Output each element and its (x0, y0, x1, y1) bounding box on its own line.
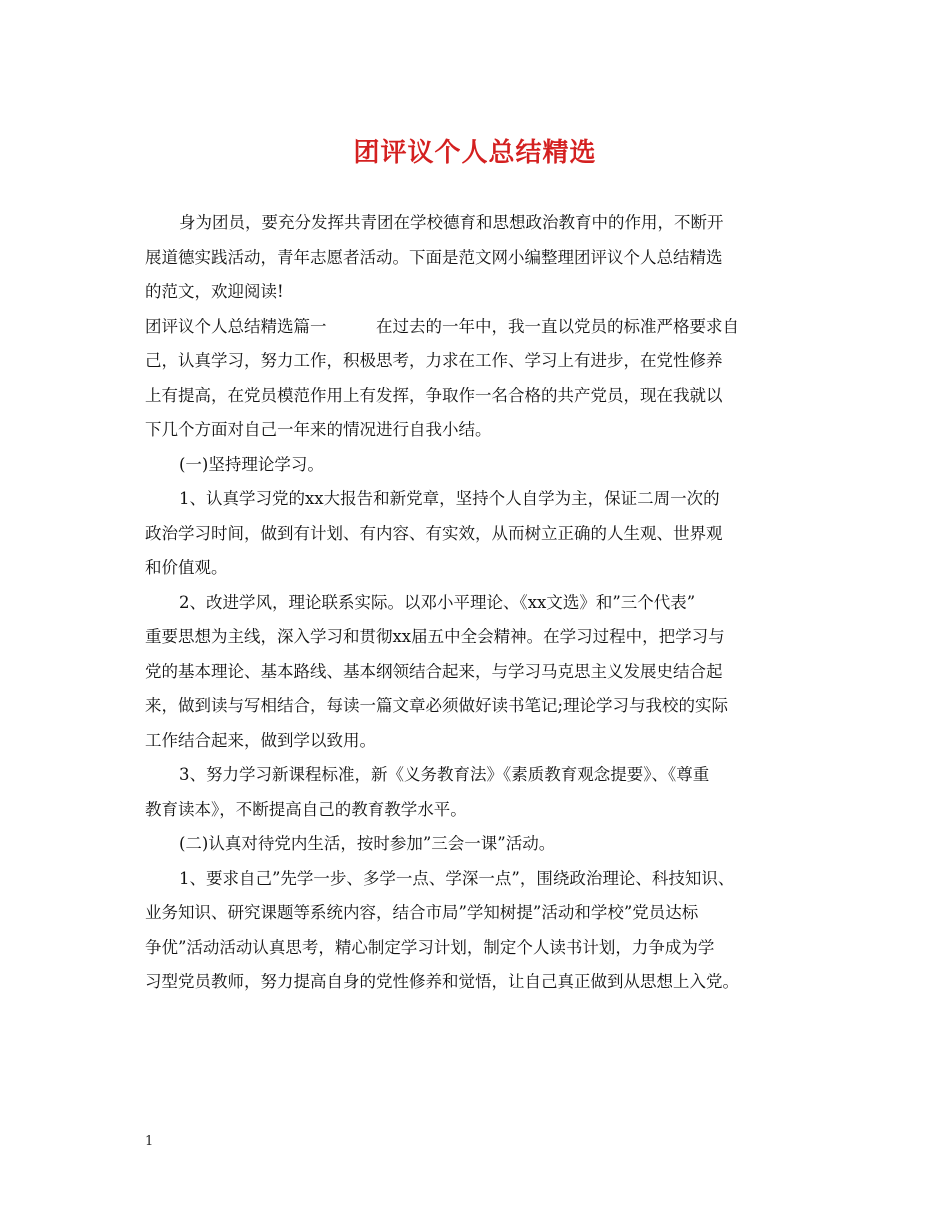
paragraph-line: 重要思想为主线，深入学习和贯彻xx届五中全会精神。在学习过程中，把学习与 (145, 627, 725, 646)
document-body (145, 206, 815, 1000)
paragraph-line: 习型党员教师，努力提高自身的党性修养和觉悟，让自己真正做到从思想上入党。 (145, 972, 739, 991)
paragraph-line: 3、努力学习新课程标准，新《义务教育法》《素质教育观念提要》、《尊重 (179, 765, 710, 784)
paragraph-line: 和价值观。 (145, 558, 228, 577)
paragraph-line: 工作结合起来，做到学以致用。 (145, 730, 376, 750)
paragraph-line: 己，认真学习，努力工作，积极思考，力求在工作、学习上有进步，在党性修养 (145, 351, 723, 370)
paragraph-line: 业务知识、研究课题等系统内容，结合市局”学知树提”活动和学校”党员达标 (145, 903, 699, 922)
paragraph-line: 教育读本》，不断提高自己的教育教学水平。 (145, 799, 467, 819)
paragraph-line: 来，做到读与写相结合，每读一篇文章必须做好读书笔记;理论学习与我校的实际 (145, 696, 729, 715)
paragraph-line: 1、要求自己”先学一步、多学一点、学深一点”，围绕政治理论、科技知识、 (179, 868, 735, 888)
paragraph-line: 1、认真学习党的xx大报告和新党章，坚持个人自学为主，保证二周一次的 (179, 489, 720, 508)
paragraph-line: 政治学习时间，做到有计划、有内容、有实效，从而树立正确的人生观、世界观 (145, 523, 723, 543)
paragraph-line: 展道德实践活动，青年志愿者活动。下面是范文网小编整理团评议个人总结精选 (145, 247, 723, 267)
paragraph-line: 团评议个人总结精选篇一 在过去的一年中，我一直以党员的标准严格要求自 (145, 316, 739, 336)
document-title: 团评议个人总结精选 (353, 138, 597, 168)
paragraph-line: 上有提高，在党员模范作用上有发挥，争取作一名合格的共产党员，现在我就以 (145, 385, 723, 405)
section-heading: (一)坚持理论学习。 (179, 454, 324, 474)
section-heading: (二)认真对待党内生活，按时参加”三会一课”活动。 (179, 834, 556, 853)
paragraph-line: 下几个方面对自己一年来的情况进行自我小结。 (145, 420, 492, 439)
paragraph-line: 党的基本理论、基本路线、基本纲领结合起来，与学习马克思主义发展史结合起 (145, 661, 723, 681)
paragraph-line: 的范文，欢迎阅读! (145, 282, 284, 301)
paragraph-line: 2、改进学风，理论联系实际。以邓小平理论、《xx文选》和”三个代表” (179, 592, 696, 612)
paragraph-line: 争优”活动活动认真思考，精心制定学习计划，制定个人读书计划，力争成为学 (145, 937, 715, 957)
paragraph-line: 身为团员，要充分发挥共青团在学校德育和思想政治教育中的作用，不断开 (179, 213, 724, 232)
page-number: 1 (145, 1134, 154, 1149)
